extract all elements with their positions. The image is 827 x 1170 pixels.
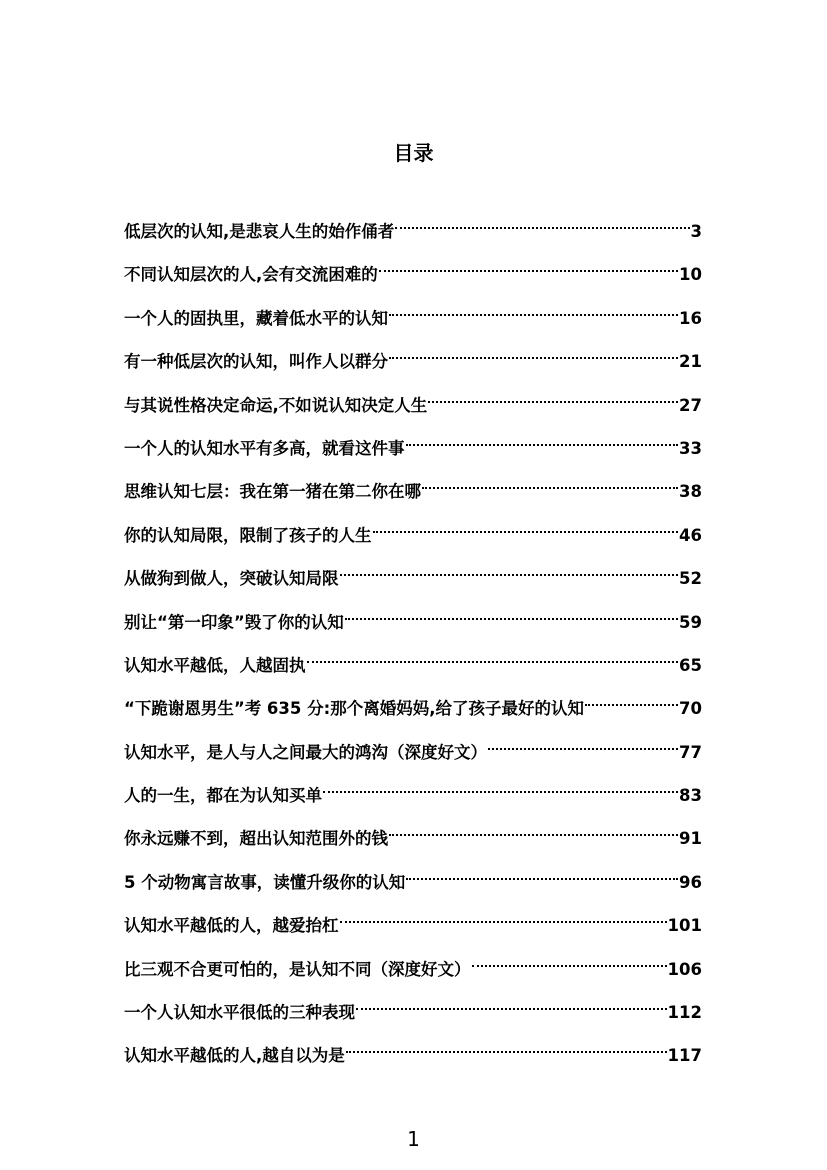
toc-entry[interactable] — [124, 207, 702, 250]
toc-entry[interactable] — [124, 511, 702, 554]
toc-entry-page[interactable]: 91 — [679, 829, 702, 849]
toc-entry[interactable] — [124, 858, 702, 901]
toc-leader-dots — [339, 554, 680, 584]
toc-entry[interactable] — [124, 554, 702, 597]
toc-entry[interactable] — [124, 641, 702, 684]
toc-entry-page[interactable]: 77 — [679, 742, 702, 762]
toc-entry-page[interactable]: 10 — [679, 265, 702, 285]
toc-entry[interactable] — [124, 598, 702, 641]
toc-leader-dots — [306, 641, 680, 671]
toc-entry-title[interactable]: 低层次的认知,是悲哀人生的始作俑者 — [124, 222, 395, 241]
toc-entry-title[interactable]: 认知水平越低的人，越爱抬杠 — [124, 916, 339, 936]
toc-entry-title[interactable]: 5 个动物寓言故事，读懂升级你的认知 — [124, 872, 406, 892]
toc-entry[interactable] — [124, 684, 702, 727]
toc-entry[interactable] — [124, 294, 702, 337]
toc-leader-dots — [339, 901, 668, 931]
toc-entry-title[interactable]: “下跪谢恩男生”考 635 分:那个离婚妈妈,给了孩子最好的认知 — [124, 699, 584, 719]
toc-entry-title[interactable]: 你的认知局限，限制了孩子的人生 — [124, 525, 372, 545]
toc-leader-dots — [322, 771, 679, 801]
toc-entry-title[interactable]: 与其说性格决定命运,不如说认知决定人生 — [124, 395, 428, 415]
toc-leader-dots — [344, 598, 679, 628]
toc-entry[interactable] — [124, 424, 702, 467]
toc-entry-page[interactable]: 3 — [690, 222, 702, 241]
toc-leader-dots — [394, 207, 690, 237]
table-of-contents — [124, 207, 702, 1075]
toc-entry[interactable] — [124, 381, 702, 424]
toc-leader-dots — [388, 337, 679, 367]
toc-entry[interactable] — [124, 1031, 702, 1074]
toc-entry[interactable] — [124, 467, 702, 510]
toc-entry-title[interactable]: 思维认知七层：我在第一猪在第二你在哪 — [124, 482, 421, 502]
toc-entry[interactable] — [124, 250, 702, 293]
toc-leader-dots — [584, 684, 679, 714]
toc-entry-page[interactable]: 65 — [679, 655, 702, 675]
toc-leader-dots — [372, 511, 680, 541]
toc-entry-page[interactable]: 83 — [679, 786, 702, 806]
toc-entry[interactable] — [124, 988, 702, 1031]
toc-entry-title[interactable]: 一个人的认知水平有多高，就看这件事 — [124, 438, 405, 458]
toc-leader-dots — [421, 467, 679, 497]
toc-entry[interactable] — [124, 771, 702, 814]
toc-entry-title[interactable]: 认知水平越低的人,越自以为是 — [124, 1046, 345, 1066]
toc-entry-title[interactable]: 认知水平越低，人越固执 — [124, 655, 306, 675]
toc-leader-dots — [388, 814, 679, 844]
toc-entry-title[interactable]: 不同认知层次的人,会有交流困难的 — [124, 265, 378, 285]
toc-entry[interactable] — [124, 901, 702, 944]
toc-entry[interactable] — [124, 337, 702, 380]
toc-entry-page[interactable]: 52 — [679, 569, 702, 589]
toc-entry-page[interactable]: 106 — [667, 959, 702, 979]
toc-leader-dots — [487, 728, 679, 758]
toc-entry-page[interactable]: 117 — [667, 1046, 702, 1066]
toc-leader-dots — [405, 858, 679, 888]
toc-entry-page[interactable]: 96 — [679, 872, 702, 892]
toc-entry-page[interactable]: 16 — [679, 308, 702, 328]
toc-entry-title[interactable]: 比三观不合更可怕的，是认知不同（深度好文） — [124, 959, 471, 979]
toc-entry-title[interactable]: 别让“第一印象”毁了你的认知 — [124, 612, 344, 632]
toc-entry-title[interactable]: 从做狗到做人，突破认知局限 — [124, 569, 339, 589]
page-title: 目录 — [393, 141, 434, 165]
toc-entry-page[interactable]: 112 — [667, 1003, 702, 1023]
toc-entry[interactable] — [124, 945, 702, 988]
toc-leader-dots — [427, 381, 679, 411]
toc-entry-title[interactable]: 一个人的固执里，藏着低水平的认知 — [124, 308, 388, 328]
toc-leader-dots — [405, 424, 680, 454]
toc-entry[interactable] — [124, 814, 702, 857]
toc-leader-dots — [471, 945, 668, 975]
toc-entry[interactable] — [124, 728, 702, 771]
page-number: 1 — [407, 1127, 420, 1151]
toc-entry-page[interactable]: 27 — [679, 395, 702, 415]
toc-entry-title[interactable]: 你永远赚不到，超出认知范围外的钱 — [124, 829, 388, 849]
toc-entry-page[interactable]: 59 — [679, 612, 702, 632]
toc-entry-page[interactable]: 46 — [679, 525, 702, 545]
toc-leader-dots — [345, 1031, 668, 1061]
toc-entry-page[interactable]: 21 — [679, 352, 702, 372]
toc-leader-dots — [355, 988, 668, 1018]
toc-entry-title[interactable]: 人的一生，都在为认知买单 — [124, 786, 322, 806]
toc-entry-title[interactable]: 一个人认知水平很低的三种表现 — [124, 1003, 355, 1023]
toc-entry-page[interactable]: 101 — [667, 916, 702, 936]
toc-entry-title[interactable]: 有一种低层次的认知，叫作人以群分 — [124, 352, 388, 372]
toc-entry-title[interactable]: 认知水平，是人与人之间最大的鸿沟（深度好文） — [124, 742, 487, 762]
toc-entry-page[interactable]: 38 — [679, 482, 702, 502]
toc-leader-dots — [378, 250, 679, 280]
toc-entry-page[interactable]: 70 — [679, 699, 702, 719]
toc-leader-dots — [388, 294, 679, 324]
toc-entry-page[interactable]: 33 — [679, 438, 702, 458]
